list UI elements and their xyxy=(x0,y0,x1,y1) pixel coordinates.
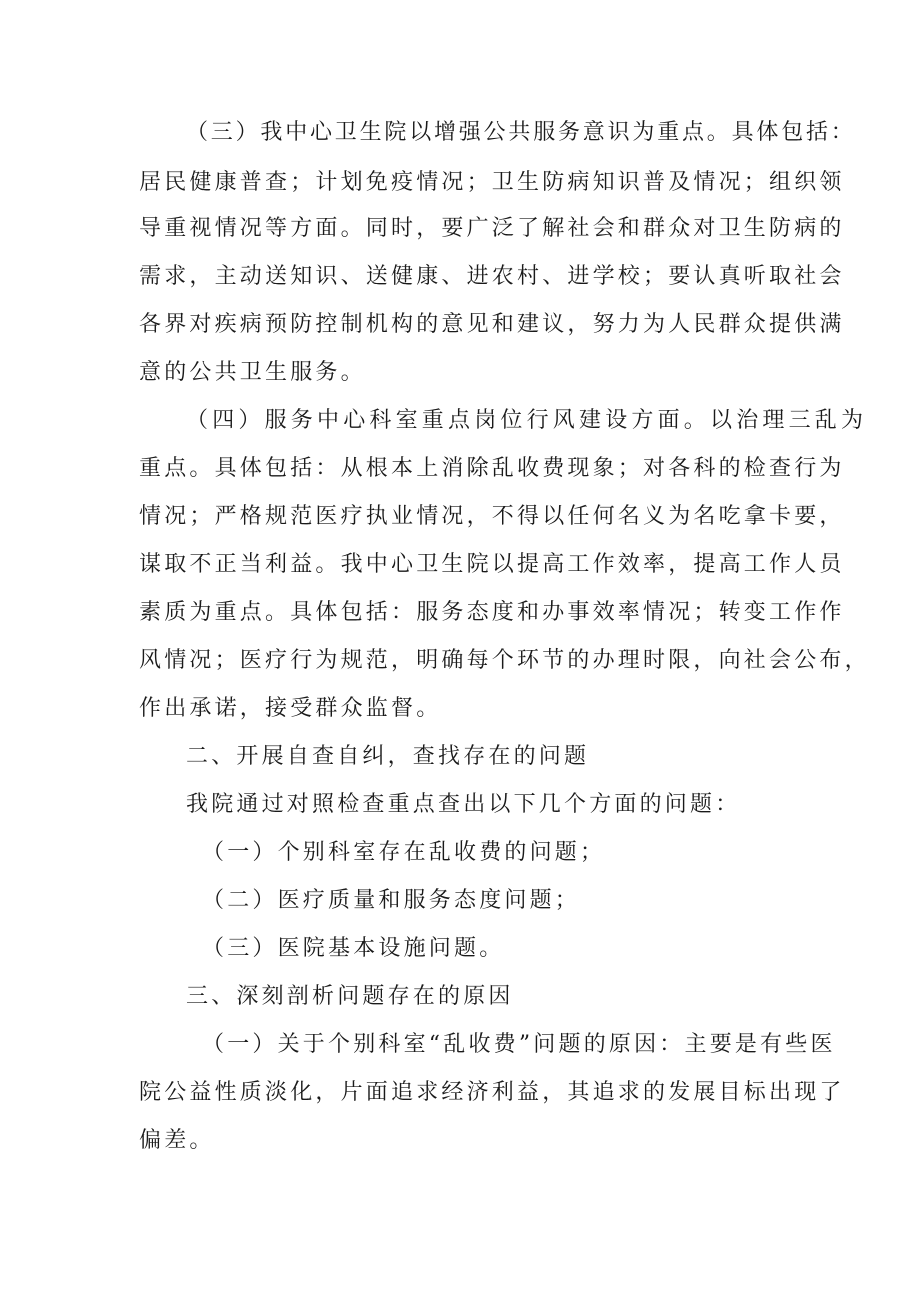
paragraph-4-line-1: （四）服务中心科室重点岗位行风建设方面。以治理三乱为 xyxy=(186,408,868,433)
cause-1-line-1: （一）关于个别科室“乱收费”问题的原因：主要是有些医 xyxy=(202,1032,836,1057)
paragraph-4-line-5: 素质为重点。具体包括：服务态度和办事效率情况；转变工作作 xyxy=(139,600,845,625)
paragraph-3-line-1: （三）我中心卫生院以增强公共服务意识为重点。具体包括： xyxy=(186,120,856,145)
intro-line: 我院通过对照检查重点查出以下几个方面的问题： xyxy=(186,792,741,817)
paragraph-4-line-2: 重点。具体包括：从根本上消除乱收费现象；对各科的检查行为 xyxy=(139,456,845,481)
paragraph-4-line-7: 作出承诺，接受群众监督。 xyxy=(139,696,442,721)
section-heading-3: 三、深刻剖析问题存在的原因 xyxy=(186,984,514,1009)
paragraph-3-line-5: 各界对疾病预防控制机构的意见和建议，努力为人民群众提供满 xyxy=(139,312,845,337)
cause-1-line-3: 偏差。 xyxy=(139,1128,215,1153)
paragraph-3-line-2: 居民健康普查；计划免疫情况；卫生防病知识普及情况；组织领 xyxy=(139,170,845,195)
paragraph-4-line-4: 谋取不正当利益。我中心卫生院以提高工作效率，提高工作人员 xyxy=(139,552,845,577)
problem-item-3: （三）医院基本设施问题。 xyxy=(202,936,505,961)
cause-1-line-2: 院公益性质淡化，片面追求经济利益，其追求的发展目标出现了 xyxy=(139,1080,845,1105)
paragraph-3-line-4: 需求，主动送知识、送健康、进农村、进学校；要认真听取社会 xyxy=(139,264,845,289)
problem-item-1: （一）个别科室存在乱收费的问题； xyxy=(202,840,606,865)
problem-item-2: （二）医疗质量和服务态度问题； xyxy=(202,888,581,913)
section-heading-2: 二、开展自查自纠，查找存在的问题 xyxy=(186,744,590,769)
paragraph-3-line-6: 意的公共卫生服务。 xyxy=(139,360,366,385)
paragraph-4-line-6: 风情况；医疗行为规范，明确每个环节的办理时限，向社会公布， xyxy=(139,648,870,673)
paragraph-4-line-3: 情况；严格规范医疗执业情况，不得以任何名义为名吃拿卡要， xyxy=(139,504,845,529)
paragraph-3-line-3: 导重视情况等方面。同时，要广泛了解社会和群众对卫生防病的 xyxy=(139,216,845,241)
